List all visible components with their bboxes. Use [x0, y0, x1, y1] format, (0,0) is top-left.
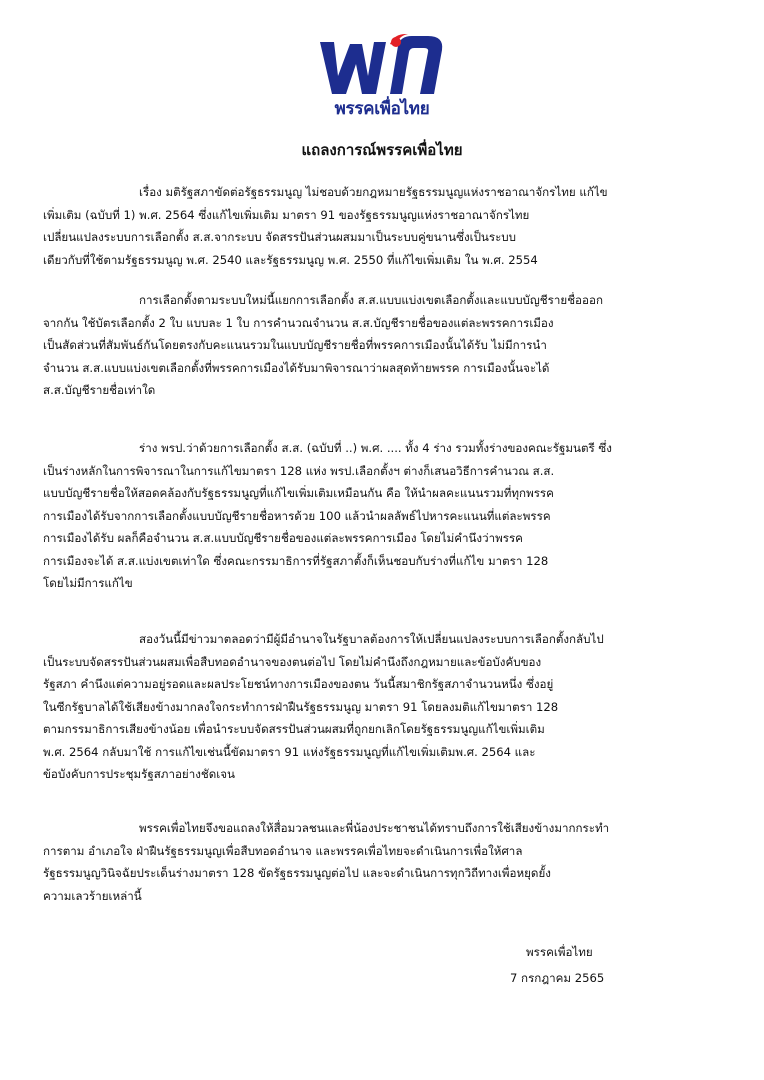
signature-block	[500, 939, 660, 991]
paragraph-line: ในซีกรัฐบาลได้ใช้เสียงข้างมากลงใจกระทำการฝ่าฝืนรัฐธรรมนูญ มาตรา 91 โดยลงมติแก้ไขมาตรา 128	[43, 699, 559, 714]
paragraph-line: ส.ส.บัญชีรายชื่อเท่าใด	[43, 383, 156, 397]
paragraph-line: การตาม อำเภอใจ ฝ่าฝืนรัฐธรรมนูญเพื่อสืบทอดอำนาจ และพรรคเพื่อไทยจะดำเนินการเพื่อให้ศาล	[43, 843, 523, 858]
paragraph-line: จากกัน ใช้บัตรเลือกตั้ง 2 ใบ แบบละ 1 ใบ การคำนวณจำนวน ส.ส.บัญชีรายชื่อของแต่ละพรรคการเมือง	[43, 315, 554, 330]
party-logo-mark-icon	[316, 32, 448, 96]
paragraph-line: การเมืองได้รับจากการเลือกตั้งแบบบัญชีรายชื่อหารด้วย 100 แล้วนำผลลัพธ์ไปหารคะแนนที่แต่ละพรรค	[43, 508, 551, 523]
paragraph-line: การเลือกตั้งตามระบบใหม่นี้แยกการเลือกตั้ง ส.ส.แบบแบ่งเขตเลือกตั้งและแบบบัญชีรายชื่อออก	[139, 293, 603, 307]
paragraph-line: เพิ่มเติม (ฉบับที่ 1) พ.ศ. 2564 ซึ่งแก้ไขเพิ่มเติม มาตรา 91 ของรัฐธรรมนูญแห่งราชอาณาจักรไทย	[43, 207, 530, 222]
paragraph-line: สองวันนี้มีข่าวมาตลอดว่ามีผู้มีอำนาจในรัฐบาลต้องการให้เปลี่ยนแปลงระบบการเลือกตั้งกลับไป	[139, 632, 604, 646]
party-logo	[308, 32, 456, 124]
paragraph-line: ความเลวร้ายเหล่านี้	[43, 888, 142, 903]
signature-organization: พรรคเพื่อไทย	[526, 945, 593, 959]
paragraph-line: โดยไม่มีการแก้ไข	[43, 576, 133, 590]
paragraph-line: ข้อบังคับการประชุมรัฐสภาอย่างชัดเจน	[43, 767, 235, 781]
paragraph-line: พ.ศ. 2564 กลับมาใช้ การแก้ไขเช่นนี้ขัดมาตรา 91 แห่งรัฐธรรมนูญที่แก้ไขเพิ่มเติมพ.ศ. 2564 และ	[43, 744, 536, 759]
paragraph-line: เรื่อง มติรัฐสภาขัดต่อรัฐธรรมนูญ ไม่ชอบด้วยกฎหมายรัฐธรรมนูญแห่งราชอาณาจักรไทย แก้ไข	[139, 185, 608, 199]
paragraph-line: พรรคเพื่อไทยจึงขอแถลงให้สื่อมวลชนและพี่น้องประชาชนได้ทราบถึงการใช้เสียงข้างมากกระทำ	[139, 821, 610, 835]
paragraph-line: รัฐสภา คำนึงแต่ความอยู่รอดและผลประโยชน์ทางการเมืองของตน วันนี้สมาชิกรัฐสภาจำนวนหนึ่ง ซึ่งอยู่	[43, 677, 554, 691]
paragraph-line: เป็นร่างหลักในการพิจารณาในการแก้ไขมาตรา 128 แห่ง พรป.เลือกตั้งฯ ต่างก็เสนอวิธีการคำนวณ ส.ส.	[43, 463, 555, 478]
paragraph-line: ร่าง พรป.ว่าด้วยการเลือกตั้ง ส.ส. (ฉบับที่ ..) พ.ศ. .... ทั้ง 4 ร่าง รวมทั้งร่างของคณะรัฐมนตรี ซึ่ง	[139, 441, 612, 455]
paragraph-line: เป็นระบบจัดสรรปันส่วนผสมเพื่อสืบทอดอำนาจของตนต่อไป โดยไม่คำนึงถึงกฎหมายและข้อบังคับของ	[43, 654, 542, 669]
paragraph-line: เปลี่ยนแปลงระบบการเลือกตั้ง ส.ส.จากระบบ จัดสรรปันส่วนผสมมาเป็นระบบคู่ขนานซึ่งเป็นระบบ	[43, 230, 517, 244]
page-title: แถลงการณ์พรรคเพื่อไทย	[301, 141, 463, 159]
paragraph-election-system	[43, 289, 679, 402]
paragraph-line: รัฐธรรมนูญวินิจฉัยประเด็นร่างมาตรา 128 ขัดรัฐธรรมนูญต่อไป และจะดำเนินการทุกวิถีทางเพื่อหยุดยั้ง	[43, 866, 551, 880]
paragraph-line: จำนวน ส.ส.แบบแบ่งเขตเลือกตั้งที่พรรคการเมืองได้รับมาพิจารณาว่าผลสุดท้ายพรรค การเมืองนั้นจะได้	[43, 360, 550, 375]
paragraph-line: การเมืองได้รับ ผลก็คือจำนวน ส.ส.แบบบัญชีรายชื่อของแต่ละพรรคการเมือง โดยไม่คำนึงว่าพรรค	[43, 531, 523, 545]
paragraph-line: แบบบัญชีรายชื่อให้สอดคล้องกับรัฐธรรมนูญที่แก้ไขเพิ่มเติมเหมือนกัน คือ ให้นำผลคะแนนรวมที่ทุกพรรค	[43, 486, 554, 500]
paragraph-subject	[43, 181, 679, 271]
paragraph-line: เป็นสัดส่วนที่สัมพันธ์กันโดยตรงกับคะแนนรวมในแบบบัญชีรายชื่อที่พรรคการเมืองนั้นได้รับ ไม่มีการนำ	[43, 338, 547, 352]
paragraph-line: เดียวกับที่ใช้ตามรัฐธรรมนูญ พ.ศ. 2540 และรัฐธรรมนูญ พ.ศ. 2550 ที่แก้ไขเพิ่มเติม ใน พ.ศ. 2554	[43, 252, 538, 267]
paragraph-parliament-vote	[43, 628, 679, 786]
signature-date: 7 กรกฎาคม 2565	[510, 971, 605, 985]
paragraph-conclusion	[43, 817, 679, 907]
paragraph-draft-law	[43, 437, 679, 595]
paragraph-line: ตามกรรมาธิการเสียงข้างน้อย เพื่อนำระบบจัดสรรปันส่วนผสมที่ถูกยกเลิกโดยรัฐธรรมนูญแก้ไขเพิ่มเติม	[43, 722, 545, 736]
paragraph-line: การเมืองจะได้ ส.ส.แบ่งเขตเท่าใด ซึ่งคณะกรรมาธิการที่รัฐสภาตั้งก็เห็นชอบกับร่างที่แก้ไข มาตรา 128	[43, 553, 549, 568]
party-logo-caption: พรรคเพื่อไทย	[334, 99, 430, 119]
